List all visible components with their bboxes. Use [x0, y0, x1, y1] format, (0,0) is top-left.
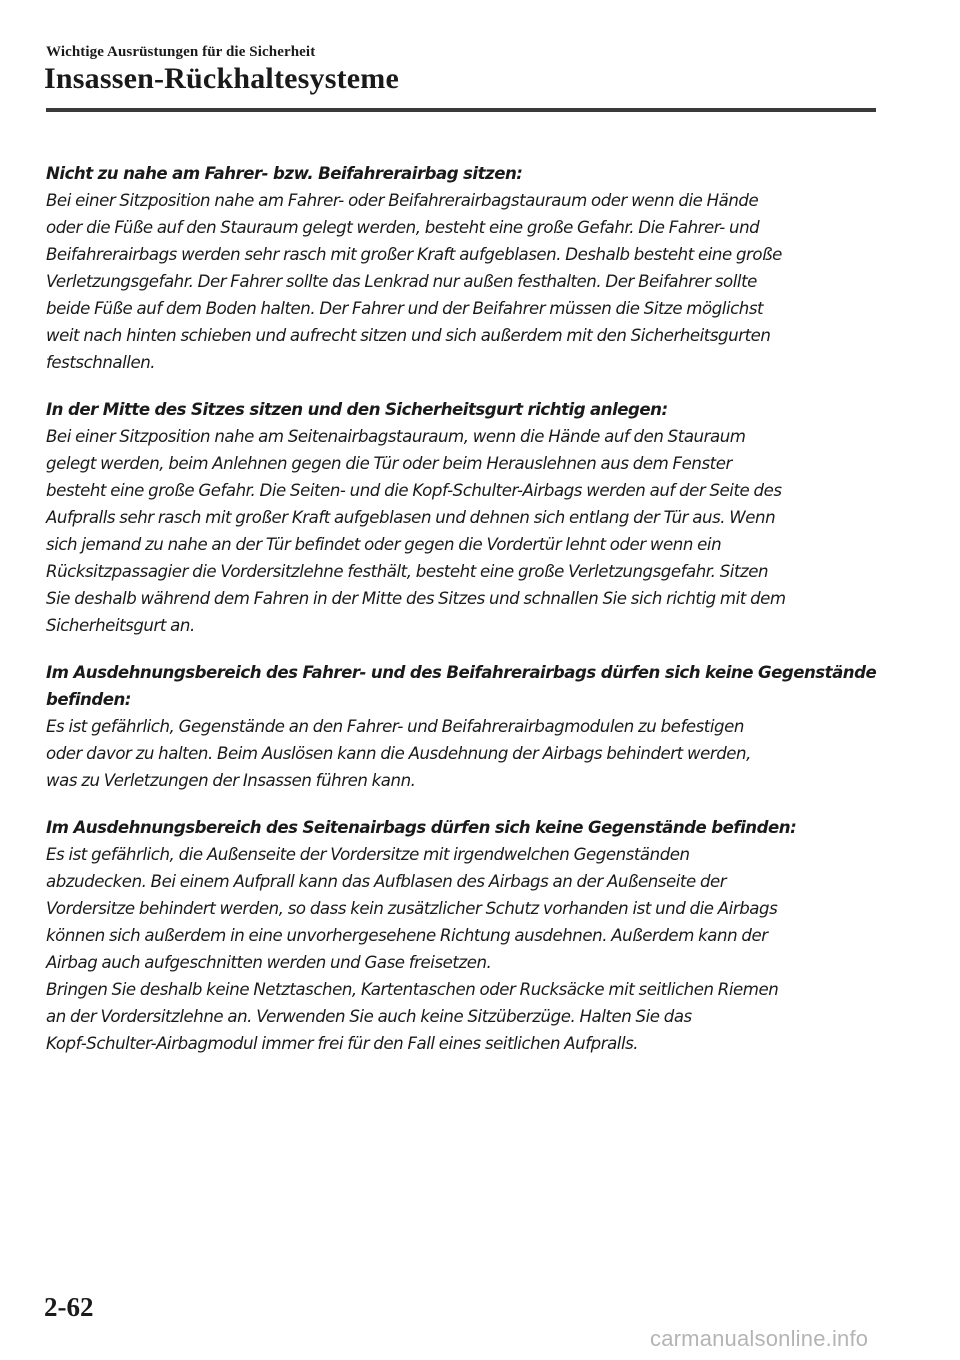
section-label: Wichtige Ausrüstungen für die Sicherheit	[46, 44, 316, 60]
warning-block-driver-airbag	[46, 160, 876, 376]
heading-line: Nicht zu nahe am Fahrer- bzw. Beifahrerairbag sitzen:	[46, 164, 523, 183]
body-line: gelegt werden, beim Anlehnen gegen die Tür oder beim Herauslehnen aus dem Fenster	[46, 454, 732, 473]
body-line: Bei einer Sitzposition nahe am Seitenairbagstauraum, wenn die Hände auf den Stauraum	[46, 427, 746, 446]
body-line: oder die Füße auf den Stauraum gelegt werden, besteht eine große Gefahr. Die Fahrer- und	[46, 218, 760, 237]
body-line: an der Vordersitzlehne an. Verwenden Sie auch keine Sitzüberzüge. Halten Sie das	[46, 1007, 692, 1026]
body-line: oder davor zu halten. Beim Auslösen kann die Ausdehnung der Airbags behindert werden,	[46, 744, 751, 763]
heading-line: Im Ausdehnungsbereich des Fahrer- und des Beifahrerairbags dürfen sich keine Gegenstände	[46, 663, 877, 682]
page-number: 2-62	[44, 1292, 94, 1322]
warning-content	[46, 160, 876, 1077]
block-heading	[46, 396, 876, 423]
body-line: festschnallen.	[46, 353, 156, 372]
body-line: weit nach hinten schieben und aufrecht sitzen und sich außerdem mit den Sicherheitsgurten	[46, 326, 771, 345]
body-line: Es ist gefährlich, die Außenseite der Vordersitze mit irgendwelchen Gegenständen	[46, 845, 690, 864]
body-line: abzudecken. Bei einem Aufprall kann das Aufblasen des Airbags an der Außenseite der	[46, 872, 727, 891]
body-line: Es ist gefährlich, Gegenstände an den Fahrer- und Beifahrerairbagmodulen zu befestigen	[46, 717, 744, 736]
warning-block-front-airbag-area	[46, 659, 876, 794]
block-body	[46, 187, 876, 376]
block-heading	[46, 160, 876, 187]
body-line: Beifahrerairbags werden sehr rasch mit großer Kraft aufgeblasen. Deshalb besteht eine große	[46, 245, 782, 264]
body-line: Aufpralls sehr rasch mit großer Kraft aufgeblasen und dehnen sich entlang der Tür aus. Wenn	[46, 508, 776, 527]
heading-line: In der Mitte des Sitzes sitzen und den Sicherheitsgurt richtig anlegen:	[46, 400, 668, 419]
body-line: sich jemand zu nahe an der Tür befindet oder gegen die Vordertür lehnt oder wenn ein	[46, 535, 722, 554]
heading-line: Im Ausdehnungsbereich des Seitenairbags dürfen sich keine Gegenstände befinden:	[46, 818, 797, 837]
block-body	[46, 713, 876, 794]
watermark-link[interactable]: carmanualsonline.info	[650, 1326, 869, 1351]
body-line: besteht eine große Gefahr. Die Seiten- und die Kopf-Schulter-Airbags werden auf der Seite des	[46, 481, 782, 500]
body-line: was zu Verletzungen der Insassen führen kann.	[46, 771, 416, 790]
body-line: beide Füße auf dem Boden halten. Der Fahrer und der Beifahrer müssen die Sitze möglichst	[46, 299, 764, 318]
block-heading	[46, 659, 876, 713]
warning-block-seat-center	[46, 396, 876, 639]
block-body	[46, 841, 876, 1057]
header-divider	[46, 108, 876, 112]
body-line: Sicherheitsgurt an.	[46, 616, 195, 635]
block-body	[46, 423, 876, 639]
body-line: Vordersitze behindert werden, so dass kein zusätzlicher Schutz vorhanden ist und die Airbags	[46, 899, 778, 918]
body-line: Kopf-Schulter-Airbagmodul immer frei für den Fall eines seitlichen Aufpralls.	[46, 1034, 639, 1053]
page-title: Insassen-Rückhaltesysteme	[44, 62, 400, 95]
body-line: Rücksitzpassagier die Vordersitzlehne festhält, besteht eine große Verletzungsgefahr. Sitzen	[46, 562, 769, 581]
body-line: Bei einer Sitzposition nahe am Fahrer- oder Beifahrerairbagstauraum oder wenn die Hände	[46, 191, 759, 210]
body-line: Airbag auch aufgeschnitten werden und Gase freisetzen.	[46, 953, 492, 972]
heading-line: befinden:	[46, 690, 131, 709]
body-line: Verletzungsgefahr. Der Fahrer sollte das Lenkrad nur außen festhalten. Der Beifahrer sollte	[46, 272, 757, 291]
body-line: Sie deshalb während dem Fahren in der Mitte des Sitzes und schnallen Sie sich richtig mit dem	[46, 589, 786, 608]
block-heading	[46, 814, 876, 841]
warning-block-side-airbag-area	[46, 814, 876, 1057]
body-line: Bringen Sie deshalb keine Netztaschen, Kartentaschen oder Rucksäcke mit seitlichen Riemen	[46, 980, 779, 999]
body-line: können sich außerdem in eine unvorhergesehene Richtung ausdehnen. Außerdem kann der	[46, 926, 768, 945]
